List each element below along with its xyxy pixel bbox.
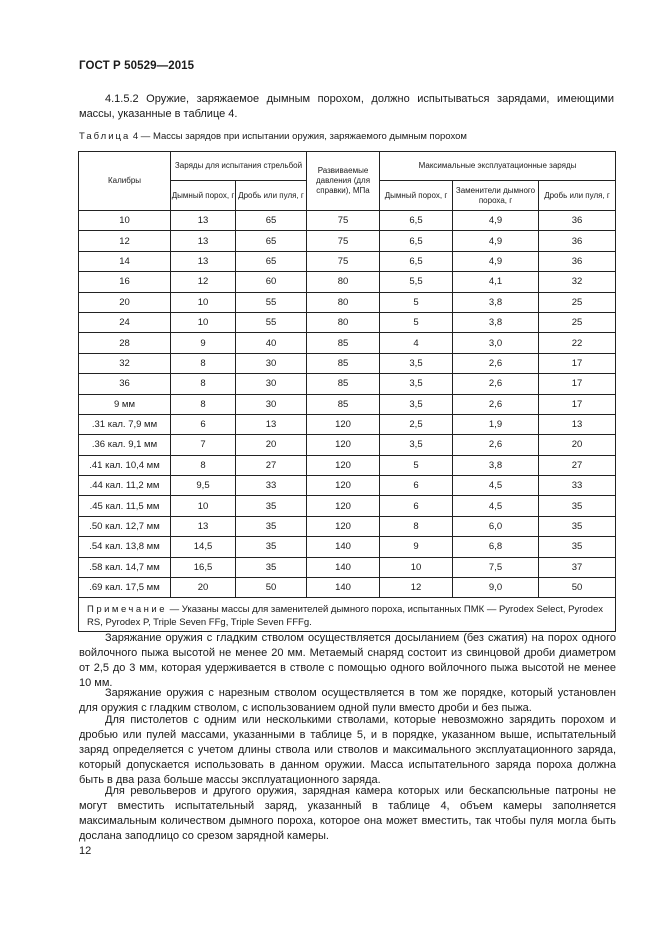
table-cell: 32	[539, 272, 616, 292]
table-cell: 120	[307, 496, 380, 516]
header-test-powder: Дымный порох, г	[171, 181, 236, 211]
table-cell: 6	[171, 414, 236, 434]
table-row	[79, 292, 616, 312]
table-cell: 65	[236, 211, 307, 231]
table-cell: 120	[307, 476, 380, 496]
table-cell: 9,5	[171, 476, 236, 496]
table-cell: 36	[539, 251, 616, 271]
table-cell: 8	[171, 374, 236, 394]
table-cell: 17	[539, 374, 616, 394]
table-cell: 50	[539, 578, 616, 598]
table-cell: 7	[171, 435, 236, 455]
table-cell: 2,6	[453, 394, 539, 414]
table-cell: 20	[539, 435, 616, 455]
table-cell: 17	[539, 394, 616, 414]
table-cell: 140	[307, 578, 380, 598]
table-row	[79, 231, 616, 251]
table-cell: 35	[236, 537, 307, 557]
table-cell: 33	[539, 476, 616, 496]
charges-table	[78, 151, 616, 632]
table-cell: 4,5	[453, 496, 539, 516]
table-caption-prefix: Таблица	[79, 131, 131, 142]
table-cell: 33	[236, 476, 307, 496]
table-row	[79, 272, 616, 292]
page-number: 12	[79, 845, 92, 857]
table-cell: 7,5	[453, 557, 539, 577]
table-cell: 13	[171, 231, 236, 251]
table-cell: 13	[236, 414, 307, 434]
table-cell: 120	[307, 455, 380, 475]
table-cell: 4	[380, 333, 453, 353]
table-cell: 10	[380, 557, 453, 577]
table-cell: 8	[171, 353, 236, 373]
table-row	[79, 578, 616, 598]
table-cell: .45 кал. 11,5 мм	[79, 496, 171, 516]
table-cell: 25	[539, 312, 616, 332]
table-cell: 85	[307, 374, 380, 394]
table-cell: 14	[79, 251, 171, 271]
table-cell: 13	[171, 516, 236, 536]
table-cell: 35	[236, 496, 307, 516]
table-cell: 5,5	[380, 272, 453, 292]
table-cell: 6,0	[453, 516, 539, 536]
table-cell: 14,5	[171, 537, 236, 557]
table-row	[79, 455, 616, 475]
table-row	[79, 516, 616, 536]
table-cell: 20	[236, 435, 307, 455]
intro-paragraph: 4.1.5.2 Оружие, заряжаемое дымным порохом, должно испытываться зарядами, имеющими массы, указанные в таблице 4.	[79, 93, 614, 120]
header-max-charges: Максимальные эксплуатационные заряды	[380, 152, 616, 181]
table-row	[79, 394, 616, 414]
table-cell: 30	[236, 394, 307, 414]
table-cell: 35	[236, 516, 307, 536]
table-cell: 36	[539, 231, 616, 251]
table-cell: 6,5	[380, 211, 453, 231]
table-cell: 120	[307, 414, 380, 434]
table-cell: 85	[307, 333, 380, 353]
table-cell: 80	[307, 312, 380, 332]
table-cell: 3,5	[380, 394, 453, 414]
table-cell: 35	[539, 496, 616, 516]
table-cell: .69 кал. 17,5 мм	[79, 578, 171, 598]
table-cell: 4,9	[453, 251, 539, 271]
header-test-shot: Дробь или пуля, г	[236, 181, 307, 211]
table-cell: 22	[539, 333, 616, 353]
note-label: Примечание	[87, 603, 167, 615]
table-cell: 25	[539, 292, 616, 312]
paragraph-smoothbore: Заряжание оружия с гладким стволом осуществляется досыланием (без сжатия) на порох одного войлочного пыжа высотой не менее 20 мм. Метаемый снаряд состоит из свинцовой дроби диаметром от 2,5 до 3 мм, которая удерживается в стволе с помощью одного войлочного пыжа высотой не менее 10 мм.	[79, 632, 616, 689]
paragraph-pistols: Для пистолетов с одним или несколькими стволами, которые невозможно зарядить порохом и дробью или пулей массами, указанными в таблице 5, и в порядке, указанном выше, испытательный заряд определяется с учетом длины ствола или стволов и максимального эксплуатационного заряда, который допускается использовать в данном оружии. Масса испытательного заряда пороха должна быть в два раза больше массы эксплуатационного заряда.	[79, 714, 616, 786]
header-calibers: Калибры	[79, 152, 171, 211]
table-cell: 20	[171, 578, 236, 598]
table-cell: 13	[171, 251, 236, 271]
table-note	[79, 598, 616, 632]
table-cell: 9	[380, 537, 453, 557]
table-row	[79, 353, 616, 373]
table-row	[79, 435, 616, 455]
table-row	[79, 496, 616, 516]
table-cell: 80	[307, 292, 380, 312]
table-cell: 6	[380, 496, 453, 516]
header-test-charges: Заряды для испытания стрельбой	[171, 152, 307, 181]
table-cell: 12	[79, 231, 171, 251]
table-cell: 10	[171, 292, 236, 312]
table-cell: 27	[236, 455, 307, 475]
table-cell: 85	[307, 353, 380, 373]
header-max-shot: Дробь или пуля, г	[539, 181, 616, 211]
table-cell: 2,6	[453, 374, 539, 394]
table-cell: 5	[380, 312, 453, 332]
table-cell: 55	[236, 312, 307, 332]
table-cell: 80	[307, 272, 380, 292]
table-cell: 50	[236, 578, 307, 598]
table-cell: 16,5	[171, 557, 236, 577]
table-row	[79, 211, 616, 231]
table-cell: 5	[380, 455, 453, 475]
table-cell: .41 кал. 10,4 мм	[79, 455, 171, 475]
table-cell: 8	[171, 455, 236, 475]
table-row	[79, 374, 616, 394]
table-cell: 3,5	[380, 435, 453, 455]
table-cell: 30	[236, 374, 307, 394]
table-cell: 10	[171, 496, 236, 516]
table-caption	[79, 131, 467, 142]
table-cell: 17	[539, 353, 616, 373]
table-cell: 3,8	[453, 455, 539, 475]
table-cell: .54 кал. 13,8 мм	[79, 537, 171, 557]
table-caption-text: 4 — Массы зарядов при испытании оружия, заряжаемого дымным порохом	[130, 131, 467, 142]
header-max-powder: Дымный порох, г	[380, 181, 453, 211]
table-cell: 1,9	[453, 414, 539, 434]
table-cell: .31 кал. 7,9 мм	[79, 414, 171, 434]
table-cell: 140	[307, 537, 380, 557]
table-cell: 36	[539, 211, 616, 231]
table-cell: .50 кал. 12,7 мм	[79, 516, 171, 536]
table-row	[79, 333, 616, 353]
table-cell: 140	[307, 557, 380, 577]
table-cell: 24	[79, 312, 171, 332]
table-cell: .58 кал. 14,7 мм	[79, 557, 171, 577]
table-cell: 65	[236, 251, 307, 271]
table-cell: 2,6	[453, 353, 539, 373]
table-cell: 75	[307, 211, 380, 231]
table-cell: 3,8	[453, 292, 539, 312]
table-cell: 12	[380, 578, 453, 598]
table-row	[79, 476, 616, 496]
table-row	[79, 557, 616, 577]
table-cell: 60	[236, 272, 307, 292]
table-cell: 8	[380, 516, 453, 536]
table-cell: 4,1	[453, 272, 539, 292]
table-cell: 3,8	[453, 312, 539, 332]
table-cell: 8	[171, 394, 236, 414]
table-cell: 37	[539, 557, 616, 577]
table-cell: 4,9	[453, 211, 539, 231]
table-note-row	[79, 598, 616, 632]
table-cell: 4,9	[453, 231, 539, 251]
table-cell: 3,5	[380, 374, 453, 394]
table-cell: 4,5	[453, 476, 539, 496]
table-cell: 9	[171, 333, 236, 353]
table-row	[79, 251, 616, 271]
table-row	[79, 312, 616, 332]
table-cell: 20	[79, 292, 171, 312]
paragraph-revolvers: Для револьверов и другого оружия, зарядная камера которых или бескапсюльные патроны не могут вместить испытательный заряд, указанный в таблице 4, объем камеры заполняется максимальным количеством дымного пороха, которое она может вместить, так чтобы пуля могла быть дослана заподлицо со срезом зарядной камеры.	[79, 785, 616, 842]
table-cell: 35	[236, 557, 307, 577]
note-text: — Указаны массы для заменителей дымного пороха, испытанных ПМК — Pyrodex Select, Pyrodex RS, Pyrodex P, Triple Seven FFg, Triple Seven FFFg.	[87, 603, 603, 628]
table-cell: 32	[79, 353, 171, 373]
table-cell: 5	[380, 292, 453, 312]
table-cell: 3,0	[453, 333, 539, 353]
table-cell: 55	[236, 292, 307, 312]
table-cell: 3,5	[380, 353, 453, 373]
table-cell: 2,5	[380, 414, 453, 434]
table-cell: 13	[171, 211, 236, 231]
table-cell: 12	[171, 272, 236, 292]
table-cell: .36 кал. 9,1 мм	[79, 435, 171, 455]
table-cell: 6,5	[380, 251, 453, 271]
header-max-substitutes: Заменители дымного пороха, г	[453, 181, 539, 211]
table-cell: 75	[307, 231, 380, 251]
table-cell: .44 кал. 11,2 мм	[79, 476, 171, 496]
table-cell: 6,5	[380, 231, 453, 251]
table-cell: 6,8	[453, 537, 539, 557]
table-cell: 85	[307, 394, 380, 414]
table-cell: 9,0	[453, 578, 539, 598]
table-cell: 27	[539, 455, 616, 475]
table-cell: 10	[79, 211, 171, 231]
table-cell: 10	[171, 312, 236, 332]
table-cell: 65	[236, 231, 307, 251]
document-header: ГОСТ Р 50529—2015	[79, 60, 195, 72]
table-cell: 2,6	[453, 435, 539, 455]
table-row	[79, 537, 616, 557]
table-cell: 40	[236, 333, 307, 353]
table-cell: 9 мм	[79, 394, 171, 414]
table-cell: 120	[307, 516, 380, 536]
table-cell: 36	[79, 374, 171, 394]
table-cell: 28	[79, 333, 171, 353]
table-cell: 30	[236, 353, 307, 373]
table-cell: 120	[307, 435, 380, 455]
table-cell: 13	[539, 414, 616, 434]
table-body	[79, 211, 616, 632]
table-cell: 35	[539, 516, 616, 536]
header-pressure: Развиваемые давления (для справки), МПа	[307, 152, 380, 211]
table-cell: 16	[79, 272, 171, 292]
table-cell: 6	[380, 476, 453, 496]
table-row	[79, 414, 616, 434]
table-cell: 35	[539, 537, 616, 557]
table-cell: 75	[307, 251, 380, 271]
paragraph-rifled: Заряжание оружия с нарезным стволом осуществляется в том же порядке, который установлен для оружия с гладким стволом, с использованием одной пули вместо дроби и без пыжа.	[79, 687, 616, 714]
